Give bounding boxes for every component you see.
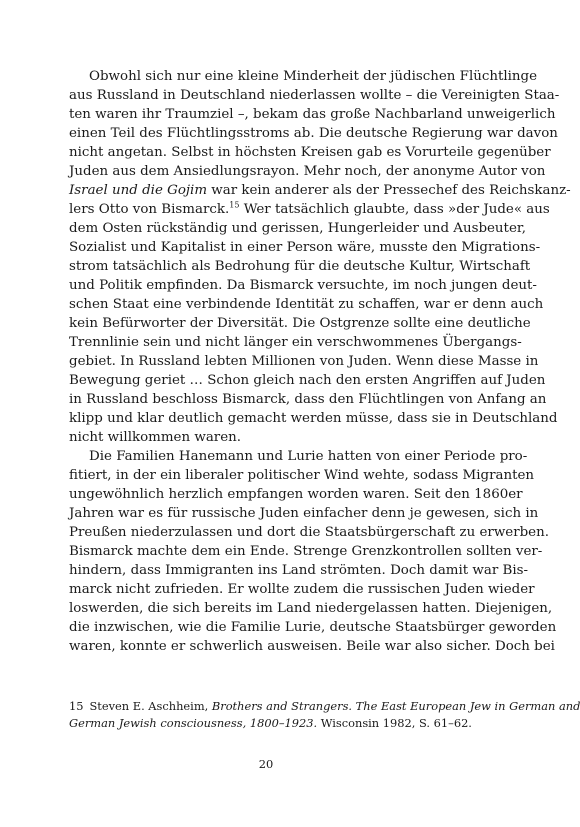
text-line: marck nicht zufrieden. Er wollte zudem die russischen Juden wieder	[69, 582, 535, 597]
text-line: Die Familien Hanemann und Lurie hatten von einer Periode pro-	[89, 449, 528, 464]
text-line: ungewöhnlich herzlich empfangen worden waren. Seit den 1860er	[69, 487, 523, 502]
footnote-title: Brothers and Strangers. The East European Jew in German and	[211, 699, 580, 713]
text-line: schen Staat eine verbindende Identität zu schaffen, war er denn auch	[69, 297, 544, 312]
text-line: loswerden, die sich bereits im Land niedergelassen hatten. Diejenigen,	[69, 601, 553, 616]
footnote-line	[69, 715, 474, 732]
text-line: Obwohl sich nur eine kleine Minderheit der jüdischen Flüchtlinge	[89, 69, 538, 84]
text-line: strom tatsächlich als Bedrohung für die deutsche Kultur, Wirtschaft	[69, 259, 531, 274]
text-line: Preußen niederzulassen und dort die Staatsbürgerschaft zu erwerben.	[69, 525, 549, 540]
text-segment: war kein anderer als der Pressechef des Reichskanz-	[207, 183, 571, 198]
text-segment: lers Otto von Bismarck.	[69, 202, 230, 217]
book-title-israel-und-die-gojim: Israel und die Gojim	[69, 183, 208, 198]
text-line: dem Osten rückständig und gerissen, Hungerleider und Ausbeuter,	[69, 221, 527, 236]
text-line: fitiert, in der ein liberaler politischer Wind wehte, sodass Migranten	[69, 468, 535, 483]
text-line: die inzwischen, wie die Familie Lurie, deutsche Staatsbürger geworden	[69, 620, 557, 635]
text-line	[69, 200, 550, 219]
text-line: Sozialist und Kapitalist in einer Person wäre, musste den Migrations-	[69, 240, 541, 255]
footnote-line	[69, 698, 580, 715]
text-line: und Politik empfinden. Da Bismarck versuchte, im noch jungen deut-	[69, 278, 537, 293]
text-line: hindern, dass Immigranten ins Land strömten. Doch damit war Bis-	[69, 563, 529, 578]
footnote	[69, 698, 580, 732]
text-line: einen Teil des Flüchtlingsstroms ab. Die deutsche Regierung war davon	[69, 126, 558, 141]
text-segment: Wer tatsächlich glaubte, dass »der Jude« aus	[239, 202, 550, 217]
text-line: nicht angetan. Selbst in höchsten Kreisen gab es Vorurteile gegenüber	[69, 145, 551, 160]
footnote-author: Steven E. Aschheim,	[89, 699, 212, 713]
text-line: Juden aus dem Ansiedlungsrayon. Mehr noch, der anonyme Autor von	[69, 164, 546, 179]
footnote-publication: Wisconsin 1982, S. 61–62.	[317, 716, 472, 730]
text-line: kein Befürworter der Diversität. Die Ostgrenze sollte eine deutliche	[69, 316, 531, 331]
text-line: Bismarck machte dem ein Ende. Strenge Grenzkontrollen sollten ver-	[69, 544, 543, 559]
body-text	[69, 67, 571, 656]
text-line: Trennlinie sein und nicht länger ein verschwommenes Übergangs-	[69, 335, 522, 350]
footnote-number: 15	[69, 699, 84, 713]
page-number: 20	[258, 757, 274, 771]
text-line: Jahren war es für russische Juden einfacher denn je gewesen, sich in	[69, 506, 539, 521]
text-line: aus Russland in Deutschland niederlassen wollte – die Vereinigten Staa-	[69, 88, 560, 103]
text-line	[69, 181, 571, 200]
text-line: ten waren ihr Traumziel –, bekam das große Nachbarland unweigerlich	[69, 107, 556, 122]
footnote-reference: 15	[229, 200, 240, 210]
text-line: nicht willkommen waren.	[69, 430, 242, 445]
footnote-title: German Jewish consciousness, 1800–1923.	[69, 716, 318, 730]
text-line: waren, konnte er schwerlich ausweisen. Beile war also sicher. Doch bei	[69, 639, 555, 654]
text-line: in Russland beschloss Bismarck, dass den Flüchtlingen von Anfang an	[69, 392, 547, 407]
text-line: klipp und klar deutlich gemacht werden müsse, dass sie in Deutschland	[69, 411, 558, 426]
text-line: gebiet. In Russland lebten Millionen von Juden. Wenn diese Masse in	[69, 354, 539, 369]
text-line: Bewegung geriet … Schon gleich nach den ersten Angriffen auf Juden	[69, 373, 546, 388]
